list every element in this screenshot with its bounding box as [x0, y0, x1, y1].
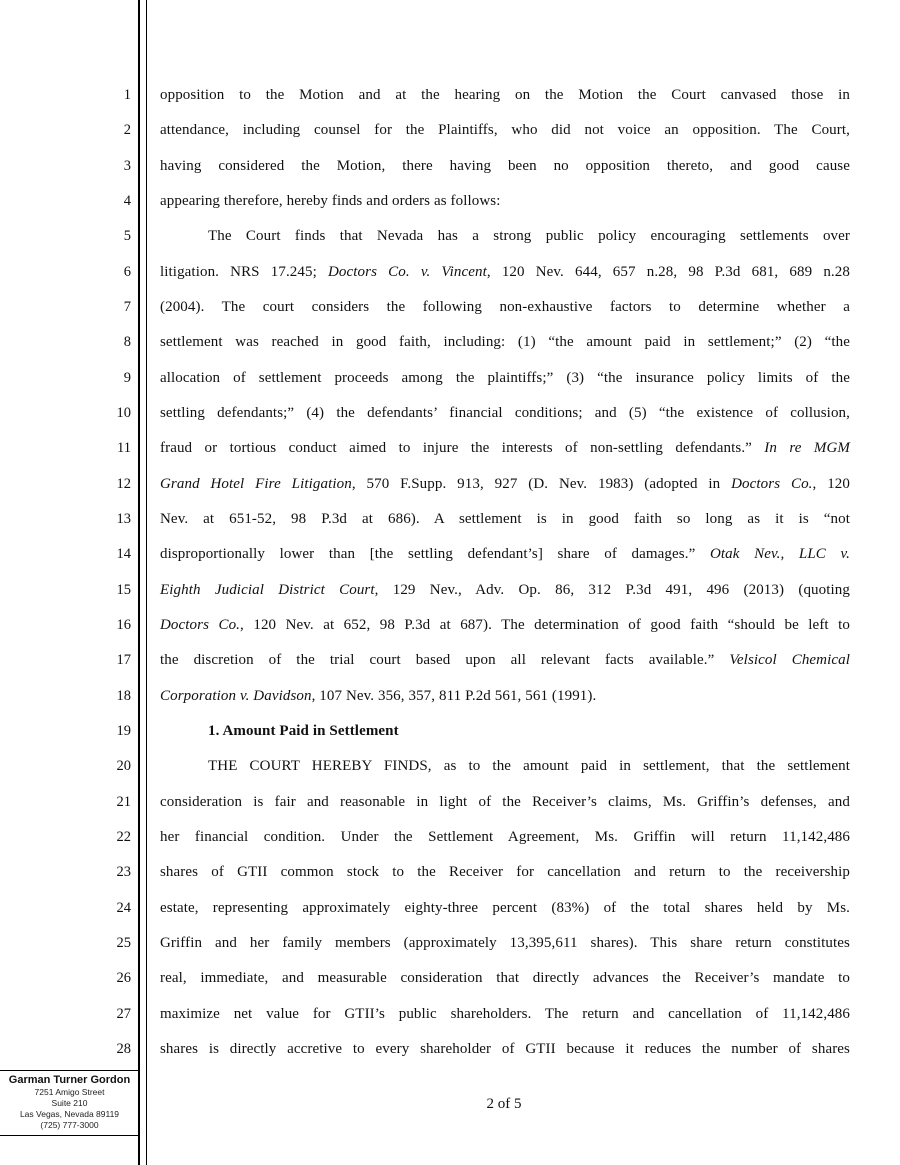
text-segment: , 129 Nev., Adv. Op. 86, 312 P.3d 491, 496 (2013) (quoting — [374, 581, 850, 598]
pleading-line-row — [0, 502, 900, 537]
line-number: 22 — [116, 828, 131, 845]
pleading-line-row — [0, 184, 900, 219]
pleading-line-row — [0, 325, 900, 360]
line-number: 4 — [123, 192, 131, 209]
text-segment: Doctors Co. v. Vincent — [327, 263, 487, 280]
line-number: 26 — [116, 970, 131, 987]
line-number: 1 — [123, 87, 131, 103]
pleading-lines — [0, 78, 900, 1067]
line-text — [160, 361, 850, 396]
line-text — [160, 113, 850, 148]
pleading-line-row — [0, 749, 900, 784]
line-number: 7 — [123, 298, 131, 315]
line-text — [160, 961, 850, 996]
text-segment: appearing therefore, hereby finds and orders as follows: — [160, 192, 501, 209]
line-text — [160, 820, 850, 855]
line-number: 15 — [116, 581, 131, 598]
text-segment: allocation of settlement proceeds among the plaintiffs;” (3) “the insurance policy limits of the — [160, 369, 850, 386]
line-number: 12 — [116, 475, 131, 492]
text-segment: In re MGM — [764, 440, 850, 457]
pleading-line-row — [0, 820, 900, 855]
line-number: 9 — [123, 369, 131, 386]
pleading-line-row — [0, 926, 900, 961]
text-segment: Doctors Co. — [731, 475, 813, 492]
line-number: 6 — [123, 263, 131, 280]
text-segment: Corporation v. Davidson — [160, 687, 312, 704]
pleading-line-row — [0, 855, 900, 890]
text-segment: estate, representing approximately eighty-three percent (83%) of the total shares held by Ms. — [160, 899, 850, 916]
law-firm-name: Garman Turner Gordon — [8, 1074, 131, 1086]
line-number: 10 — [116, 404, 131, 421]
line-text — [160, 749, 850, 784]
line-number: 13 — [116, 510, 131, 527]
pleading-line-row — [0, 1032, 900, 1067]
line-number: 23 — [116, 864, 131, 881]
line-number: 11 — [117, 440, 131, 457]
line-text — [160, 325, 850, 360]
text-segment: shares of GTII common stock to the Receiver for cancellation and return to the receivership — [160, 864, 850, 881]
text-segment: , 120 — [812, 475, 851, 492]
pleading-line-row — [0, 149, 900, 184]
text-segment: settlement was reached in good faith, including: (1) “the amount paid in settlement;” (2) “the — [160, 334, 850, 351]
line-text — [160, 926, 850, 961]
text-segment: maximize net value for GTII’s public shareholders. The return and cancellation of 11,142,486 — [160, 1005, 850, 1022]
line-text — [160, 431, 850, 466]
line-text — [160, 502, 850, 537]
line-text — [160, 997, 850, 1032]
text-segment: , 120 Nev. at 652, 98 P.3d at 687). The determination of good faith “should be left to — [240, 616, 850, 633]
text-segment: , 570 F.Supp. 913, 927 (D. Nev. 1983) (adopted in — [351, 475, 732, 492]
text-segment: Velsicol Chemical — [729, 652, 850, 669]
line-text — [160, 679, 850, 714]
line-text — [160, 255, 850, 290]
line-text — [160, 149, 850, 184]
text-segment: opposition to the Motion and at the hearing on the Motion the Court canvased those in — [160, 87, 850, 103]
line-text — [160, 714, 850, 749]
line-number: 20 — [116, 758, 131, 775]
text-segment: litigation. NRS 17.245; — [160, 263, 328, 280]
text-segment: real, immediate, and measurable consideration that directly advances the Receiver’s mandate to — [160, 970, 850, 987]
text-segment: (2004). The court considers the following non-exhaustive factors to determine whether a — [160, 298, 850, 315]
pleading-line-row — [0, 396, 900, 431]
pleading-line-row — [0, 113, 900, 148]
text-segment: shares is directly accretive to every shareholder of GTII because it reduces the number of shares — [160, 1040, 850, 1057]
text-segment: having considered the Motion, there having been no opposition thereto, and good cause — [160, 157, 850, 174]
line-text — [160, 573, 850, 608]
law-firm-address-line: 7251 Amigo Street — [34, 1087, 105, 1097]
line-number: 2 — [123, 122, 131, 139]
law-firm-address-line: (725) 777-3000 — [40, 1120, 99, 1130]
law-firm-block — [0, 1070, 139, 1136]
text-segment: attendance, including counsel for the Plaintiffs, who did not voice an opposition. The Court, — [160, 122, 850, 139]
line-number: 17 — [116, 652, 131, 669]
text-segment: 1. Amount Paid in Settlement — [208, 722, 399, 739]
line-text — [160, 785, 850, 820]
line-number: 16 — [116, 616, 131, 633]
text-segment: , 120 Nev. 644, 657 n.28, 98 P.3d 681, 689 n.28 — [486, 263, 850, 280]
line-number: 18 — [116, 687, 131, 704]
text-segment: THE COURT HEREBY FINDS, as to the amount paid in settlement, that the settlement — [208, 758, 850, 775]
text-segment: Grand Hotel Fire Litigation — [160, 475, 352, 492]
pleading-line-row — [0, 714, 900, 749]
line-number: 5 — [123, 228, 131, 245]
pleading-line-row — [0, 219, 900, 254]
line-number: 14 — [116, 546, 131, 563]
pleading-line-row — [0, 997, 900, 1032]
pleading-line-row — [0, 891, 900, 926]
line-text — [160, 467, 850, 502]
pleading-line-row — [0, 467, 900, 502]
text-segment: consideration is fair and reasonable in light of the Receiver’s claims, Ms. Griffin’s defenses, and — [160, 793, 850, 810]
page-number: 2 of 5 — [486, 1096, 522, 1112]
line-text — [160, 891, 850, 926]
line-number: 21 — [116, 793, 131, 810]
line-text — [160, 643, 850, 678]
pleading-line-row — [0, 785, 900, 820]
text-segment: her financial condition. Under the Settlement Agreement, Ms. Griffin will return 11,142,486 — [160, 828, 850, 845]
pleading-line-row — [0, 961, 900, 996]
line-text — [160, 608, 850, 643]
text-segment: settling defendants;” (4) the defendants’ financial conditions; and (5) “the existence of collusion, — [160, 404, 850, 421]
text-segment: the discretion of the trial court based upon all relevant facts available.” — [160, 652, 730, 669]
pleading-line-row — [0, 643, 900, 678]
text-segment: The Court finds that Nevada has a strong public policy encouraging settlements over — [208, 228, 850, 245]
line-text — [160, 855, 850, 890]
law-firm-address-line: Suite 210 — [51, 1098, 88, 1108]
pleading-line-row — [0, 255, 900, 290]
line-text — [160, 537, 850, 572]
text-segment: Doctors Co. — [160, 616, 241, 633]
pleading-line-row — [0, 361, 900, 396]
text-segment: Griffin and her family members (approximately 13,395,611 shares). This share return constitutes — [160, 934, 850, 951]
line-text — [160, 219, 850, 254]
line-text — [160, 290, 850, 325]
text-segment: fraud or tortious conduct aimed to injure the interests of non-settling defendants.” — [160, 440, 765, 457]
pleading-line-row — [0, 431, 900, 466]
line-text — [160, 396, 850, 431]
pleading-line-row — [0, 679, 900, 714]
line-number: 8 — [123, 334, 131, 351]
text-segment: , 107 Nev. 356, 357, 811 P.2d 561, 561 (1991). — [311, 687, 597, 704]
line-number: 3 — [123, 157, 131, 174]
line-number: 28 — [116, 1040, 131, 1057]
text-segment: Otak Nev., LLC v. — [709, 546, 850, 563]
pleading-line-row — [0, 573, 900, 608]
line-number: 19 — [116, 722, 131, 739]
line-text — [160, 1032, 850, 1067]
line-text — [160, 184, 850, 219]
text-segment: disproportionally lower than [the settling defendant’s] share of damages.” — [160, 546, 710, 563]
pleading-line-row — [0, 608, 900, 643]
line-number: 25 — [116, 934, 131, 951]
text-segment: Nev. at 651-52, 98 P.3d at 686). A settlement is in good faith so long as it is “not — [160, 510, 850, 527]
line-number: 27 — [116, 1005, 131, 1022]
line-text — [160, 78, 850, 113]
line-number: 24 — [116, 899, 131, 916]
pleading-line-row — [0, 537, 900, 572]
pleading-line-row — [0, 290, 900, 325]
pleading-line-row — [0, 78, 900, 113]
text-segment: Eighth Judicial District Court — [160, 581, 375, 598]
law-firm-address-line: Las Vegas, Nevada 89119 — [19, 1109, 120, 1119]
